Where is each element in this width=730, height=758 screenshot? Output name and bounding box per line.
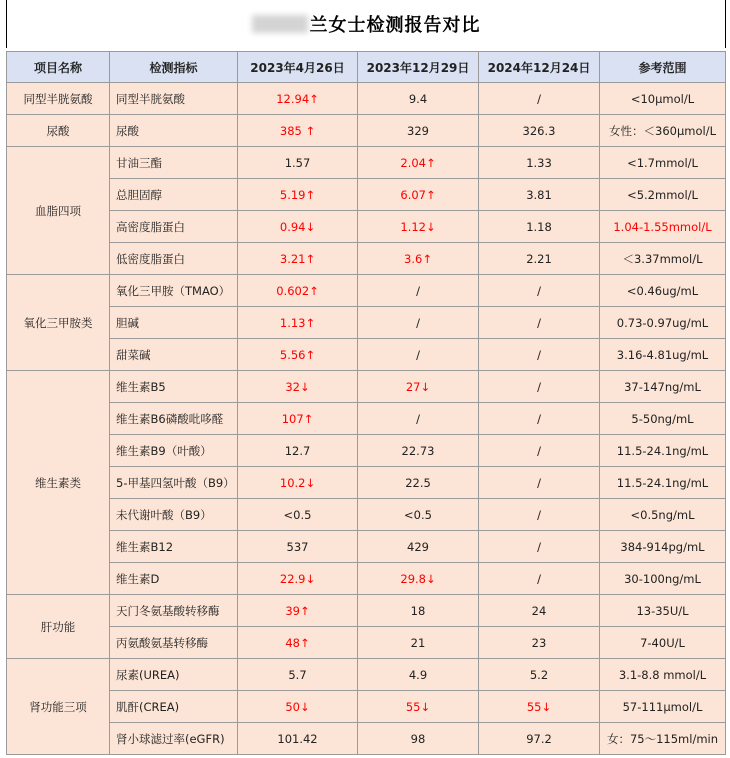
reference-range-cell: 5-50ng/mL <box>600 403 726 435</box>
value-2023-04-26-cell: 10.2↓ <box>238 467 358 499</box>
indicator-cell: 丙氨酸氨基转移酶 <box>110 627 238 659</box>
indicator-cell: 天门冬氨基酸转移酶 <box>110 595 238 627</box>
value-2023-12-29-cell: 3.6↑ <box>358 243 479 275</box>
value-2024-12-24-cell: 24 <box>479 595 600 627</box>
reference-range-cell: 37-147ng/mL <box>600 371 726 403</box>
table-row <box>7 467 726 499</box>
indicator-cell: 维生素B9（叶酸） <box>110 435 238 467</box>
indicator-cell: 低密度脂蛋白 <box>110 243 238 275</box>
value-2023-12-29-cell: / <box>358 403 479 435</box>
comparison-table <box>6 51 726 755</box>
table-body <box>7 83 726 755</box>
value-2024-12-24-cell: 3.81 <box>479 179 600 211</box>
value-2023-04-26-cell: 50↓ <box>238 691 358 723</box>
indicator-cell: 维生素B5 <box>110 371 238 403</box>
value-2023-04-26-cell: 0.94↓ <box>238 211 358 243</box>
table-row <box>7 691 726 723</box>
category-cell: 同型半胱氨酸 <box>7 83 110 115</box>
table-row <box>7 275 726 307</box>
value-2023-12-29-cell: 22.5 <box>358 467 479 499</box>
indicator-cell: 维生素D <box>110 563 238 595</box>
reference-range-cell: 女性：＜360μmol/L <box>600 115 726 147</box>
value-2024-12-24-cell: / <box>479 499 600 531</box>
indicator-cell: 氧化三甲胺（TMAO） <box>110 275 238 307</box>
reference-range-cell: 11.5-24.1ng/mL <box>600 467 726 499</box>
value-2023-12-29-cell: / <box>358 339 479 371</box>
table-row <box>7 563 726 595</box>
table-row <box>7 115 726 147</box>
value-2023-12-29-cell: 6.07↑ <box>358 179 479 211</box>
value-2023-12-29-cell: / <box>358 275 479 307</box>
value-2023-04-26-cell: 5.19↑ <box>238 179 358 211</box>
table-row <box>7 659 726 691</box>
indicator-cell: 甘油三酯 <box>110 147 238 179</box>
reference-range-cell: <5.2mmol/L <box>600 179 726 211</box>
value-2024-12-24-cell: / <box>479 563 600 595</box>
table-row <box>7 211 726 243</box>
value-2024-12-24-cell: 97.2 <box>479 723 600 755</box>
category-cell: 肝功能 <box>7 595 110 659</box>
value-2023-12-29-cell: 29.8↓ <box>358 563 479 595</box>
reference-range-cell: 13-35U/L <box>600 595 726 627</box>
reference-range-cell: 57-111μmol/L <box>600 691 726 723</box>
indicator-cell: 维生素B6磷酸吡哆醛 <box>110 403 238 435</box>
value-2023-12-29-cell: 329 <box>358 115 479 147</box>
header-indicator: 检测指标 <box>110 52 238 83</box>
value-2023-12-29-cell: 98 <box>358 723 479 755</box>
header-reference-range: 参考范围 <box>600 52 726 83</box>
category-cell: 肾功能三项 <box>7 659 110 755</box>
reference-range-cell: 11.5-24.1ng/mL <box>600 435 726 467</box>
table-row <box>7 403 726 435</box>
table-row <box>7 595 726 627</box>
value-2023-12-29-cell: <0.5 <box>358 499 479 531</box>
table-row <box>7 499 726 531</box>
value-2023-12-29-cell: 27↓ <box>358 371 479 403</box>
reference-range-cell: 3.16-4.81ug/mL <box>600 339 726 371</box>
indicator-cell: 肌酐(CREA) <box>110 691 238 723</box>
value-2024-12-24-cell: / <box>479 531 600 563</box>
reference-range-cell: <10μmol/L <box>600 83 726 115</box>
value-2023-04-26-cell: 12.7 <box>238 435 358 467</box>
value-2024-12-24-cell: / <box>479 403 600 435</box>
table-row <box>7 83 726 115</box>
reference-range-cell: 女：75～115ml/min <box>600 723 726 755</box>
indicator-cell: 未代谢叶酸（B9） <box>110 499 238 531</box>
header-item-name: 项目名称 <box>7 52 110 83</box>
table-row <box>7 435 726 467</box>
value-2023-04-26-cell: 1.13↑ <box>238 307 358 339</box>
value-2023-04-26-cell: 39↑ <box>238 595 358 627</box>
indicator-cell: 尿酸 <box>110 115 238 147</box>
reference-range-cell: 3.1-8.8 mmol/L <box>600 659 726 691</box>
table-header-row <box>7 52 726 83</box>
table-row <box>7 723 726 755</box>
value-2023-12-29-cell: 18 <box>358 595 479 627</box>
value-2023-12-29-cell: 4.9 <box>358 659 479 691</box>
category-cell: 尿酸 <box>7 115 110 147</box>
value-2024-12-24-cell: / <box>479 275 600 307</box>
value-2024-12-24-cell: 326.3 <box>479 115 600 147</box>
value-2023-04-26-cell: <0.5 <box>238 499 358 531</box>
indicator-cell: 同型半胱氨酸 <box>110 83 238 115</box>
value-2023-04-26-cell: 107↑ <box>238 403 358 435</box>
header-date-2: 2023年12月29日 <box>358 52 479 83</box>
reference-range-cell: <0.5ng/mL <box>600 499 726 531</box>
value-2023-12-29-cell: 22.73 <box>358 435 479 467</box>
value-2023-04-26-cell: 385 ↑ <box>238 115 358 147</box>
table-row <box>7 147 726 179</box>
table-row <box>7 179 726 211</box>
header-date-3: 2024年12月24日 <box>479 52 600 83</box>
table-row <box>7 531 726 563</box>
value-2023-04-26-cell: 48↑ <box>238 627 358 659</box>
reference-range-cell: 30-100ng/mL <box>600 563 726 595</box>
table-row <box>7 627 726 659</box>
category-cell: 血脂四项 <box>7 147 110 275</box>
value-2024-12-24-cell: 1.18 <box>479 211 600 243</box>
table-row <box>7 339 726 371</box>
value-2024-12-24-cell: 23 <box>479 627 600 659</box>
table-row <box>7 243 726 275</box>
indicator-cell: 总胆固醇 <box>110 179 238 211</box>
value-2023-12-29-cell: 429 <box>358 531 479 563</box>
value-2023-04-26-cell: 12.94↑ <box>238 83 358 115</box>
value-2023-12-29-cell: 2.04↑ <box>358 147 479 179</box>
table-row <box>7 371 726 403</box>
category-cell: 维生素类 <box>7 371 110 595</box>
value-2023-12-29-cell: / <box>358 307 479 339</box>
value-2023-04-26-cell: 5.7 <box>238 659 358 691</box>
value-2023-12-29-cell: 1.12↓ <box>358 211 479 243</box>
indicator-cell: 肾小球滤过率(eGFR) <box>110 723 238 755</box>
indicator-cell: 高密度脂蛋白 <box>110 211 238 243</box>
value-2023-12-29-cell: 55↓ <box>358 691 479 723</box>
reference-range-cell: <0.46ug/mL <box>600 275 726 307</box>
value-2023-04-26-cell: 1.57 <box>238 147 358 179</box>
reference-range-cell: 0.73-0.97ug/mL <box>600 307 726 339</box>
header-date-1: 2023年4月26日 <box>238 52 358 83</box>
value-2024-12-24-cell: 1.33 <box>479 147 600 179</box>
value-2023-12-29-cell: 9.4 <box>358 83 479 115</box>
value-2023-04-26-cell: 101.42 <box>238 723 358 755</box>
value-2024-12-24-cell: / <box>479 371 600 403</box>
value-2023-04-26-cell: 0.602↑ <box>238 275 358 307</box>
value-2024-12-24-cell: 2.21 <box>479 243 600 275</box>
category-cell: 氧化三甲胺类 <box>7 275 110 371</box>
value-2023-04-26-cell: 22.9↓ <box>238 563 358 595</box>
indicator-cell: 甜菜碱 <box>110 339 238 371</box>
indicator-cell: 5-甲基四氢叶酸（B9） <box>110 467 238 499</box>
value-2023-12-29-cell: 21 <box>358 627 479 659</box>
redacted-name-blur <box>252 15 308 33</box>
value-2024-12-24-cell: / <box>479 307 600 339</box>
value-2023-04-26-cell: 3.21↑ <box>238 243 358 275</box>
table-row <box>7 307 726 339</box>
indicator-cell: 尿素(UREA) <box>110 659 238 691</box>
value-2024-12-24-cell: / <box>479 467 600 499</box>
value-2023-04-26-cell: 5.56↑ <box>238 339 358 371</box>
value-2023-04-26-cell: 32↓ <box>238 371 358 403</box>
reference-range-cell: 7-40U/L <box>600 627 726 659</box>
value-2024-12-24-cell: / <box>479 435 600 467</box>
value-2024-12-24-cell: / <box>479 83 600 115</box>
value-2024-12-24-cell: 5.2 <box>479 659 600 691</box>
value-2023-04-26-cell: 537 <box>238 531 358 563</box>
value-2024-12-24-cell: 55↓ <box>479 691 600 723</box>
indicator-cell: 胆碱 <box>110 307 238 339</box>
reference-range-cell: 1.04-1.55mmol/L <box>600 211 726 243</box>
report-title: 兰女士检测报告对比 <box>309 15 481 36</box>
indicator-cell: 维生素B12 <box>110 531 238 563</box>
reference-range-cell: ＜3.37mmol/L <box>600 243 726 275</box>
reference-range-cell: 384-914pg/mL <box>600 531 726 563</box>
report-title-bar <box>6 0 726 48</box>
reference-range-cell: <1.7mmol/L <box>600 147 726 179</box>
value-2024-12-24-cell: / <box>479 339 600 371</box>
